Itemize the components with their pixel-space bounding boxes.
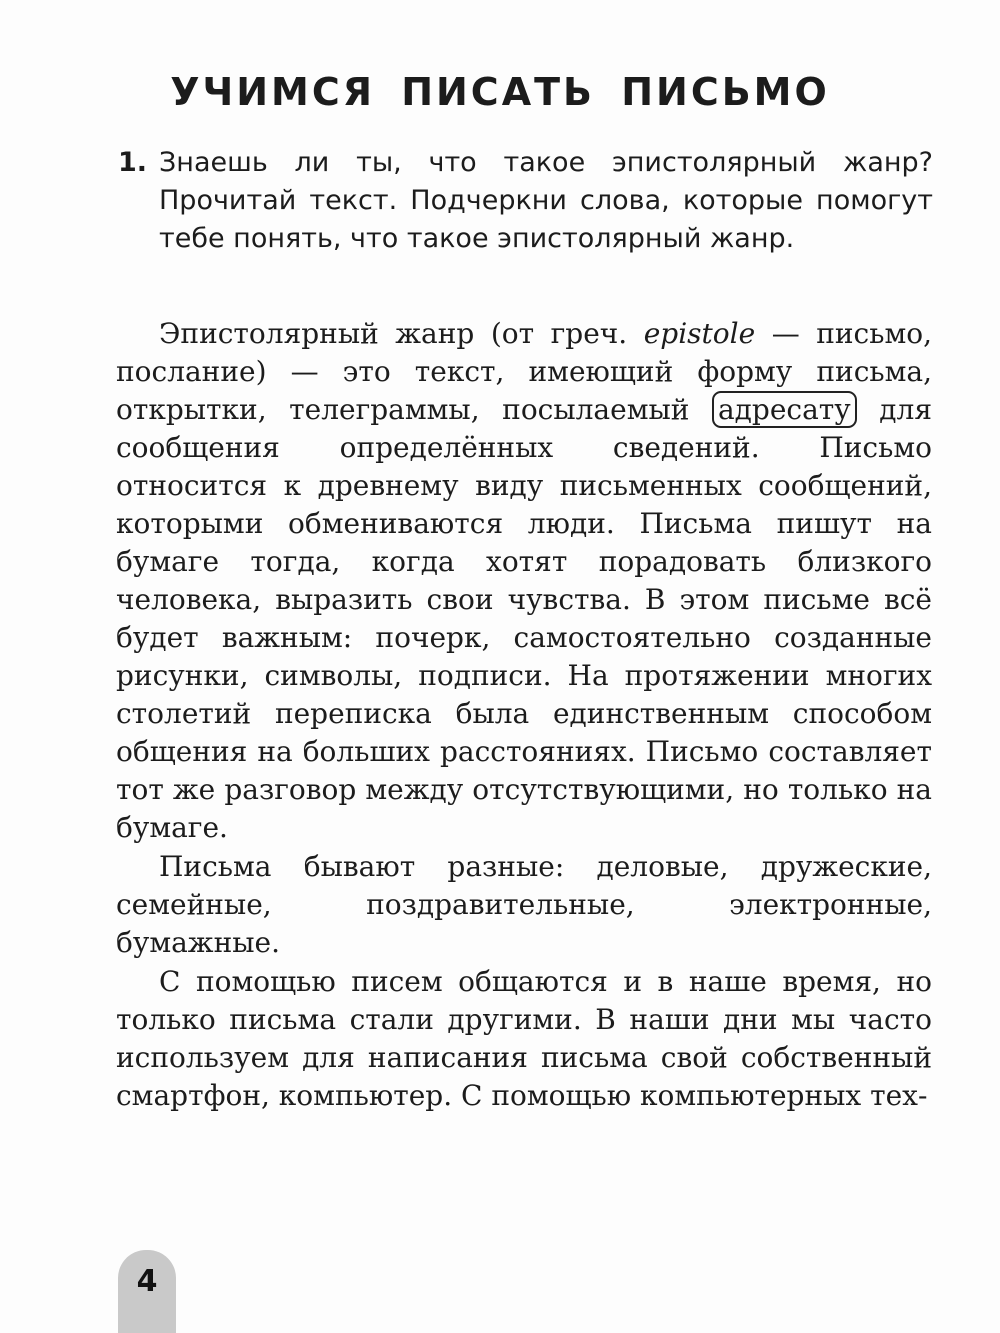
page-title: УЧИМСЯ ПИСАТЬ ПИСЬМО [170,70,830,114]
paragraph-1-part-3: для сообщения определённых сведений. Письмо относится к древнему виду письменных сообщений, которыми обмениваются люди. Письма пишут на бумаге тогда, когда хотят порадовать близкого человека, выразить свои чувства. В этом письме всё будет важным: почерк, самостоятельно созданные рисунки, символы, подписи. На протяжении многих столетий переписка была единственным способом общения на больших расстояниях. Письмо составляет тот же разговор между отсутствующими, но только на бумаге. [116,393,932,844]
task-instruction: Знаешь ли ты, что такое эпистолярный жанр? Прочитай текст. Подчеркни слова, которые помогут тебе понять, что такое эпистолярный жанр. [159,147,933,254]
paragraph-1 [116,315,932,847]
paragraph-1-part-1: Эпистолярный жанр (от греч. [159,317,644,350]
paragraph-2: Письма бывают разные: деловые, дружеские, семейные, поздравительные, электронные, бумажные. [116,850,932,959]
greek-word: epistole [643,317,756,350]
boxed-word: адресату [712,391,857,428]
paragraph-1-part-2: — письмо, послание) — это текст, имеющий форму письма, открытки, телеграммы, посылаемый [116,317,932,426]
task-1 [118,144,933,258]
page-number: 4 [118,1250,176,1333]
task-number: 1. [118,147,148,178]
reading-text [116,315,932,1115]
paragraph-3: С помощью писем общаются и в наше время, но только письма стали другими. В наши дни мы часто используем для написания письма свой собственный смартфон, компьютер. С помощью компьютерных тех- [116,965,932,1112]
